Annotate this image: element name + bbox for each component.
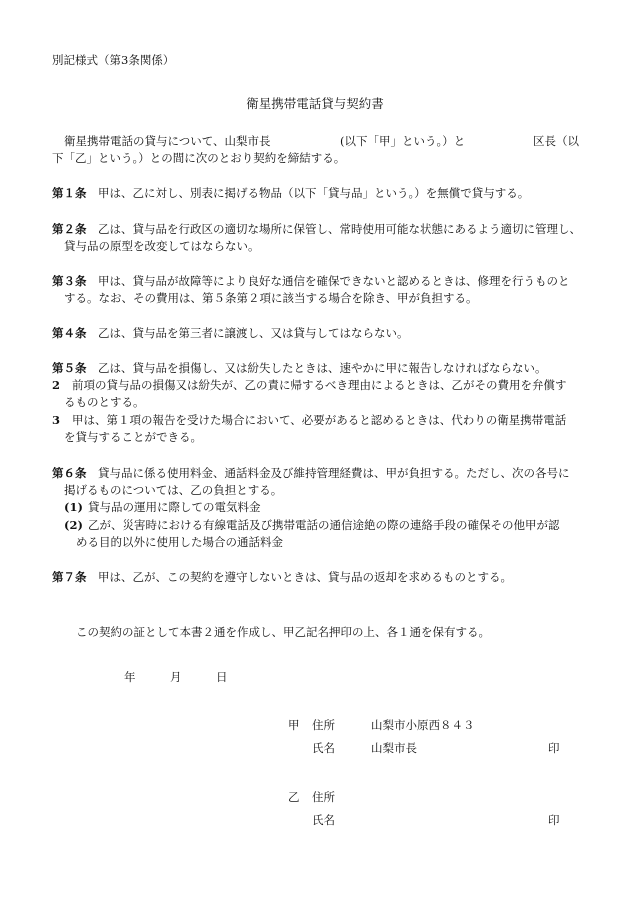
article-3-line-1: 甲は、貸与品が故障等により良好な通信を確保できないと認めるときは、修理を行うものと — [98, 274, 570, 288]
party-a-address-label: 住所 — [312, 718, 335, 732]
party-b-name-label: 氏名 — [312, 813, 335, 827]
closing-statement: この契約の証として本書２通を作成し、甲乙記名押印の上、各１通を保有する。 — [76, 625, 490, 639]
article-3-line-2: する。なお、その費用は、第５条第２項に該当する場合を除き、甲が負担する。 — [64, 291, 478, 305]
intro-line-1b: (以下「甲」という。）と — [340, 134, 466, 148]
form-label: 別記様式（第3条関係） — [52, 53, 175, 67]
article-5-para-3-number: 3 — [52, 413, 61, 427]
article-6-item-2-line-1: 乙が、災害時における有線電話及び携帯電話の通信途絶の際の連絡手段の確保その他甲が認 — [88, 518, 560, 532]
article-1-line-1: 甲は、乙に対し、別表に掲げる物品（以下「貸与品」という。）を無償で貸与する。 — [98, 186, 530, 200]
document-title: 衛星携帯電話貸与契約書 — [246, 96, 384, 111]
party-a-address: 山梨市小原西８４３ — [371, 718, 475, 732]
article-6-item-1-number: (1) — [64, 500, 83, 514]
article-6-number: 第６条 — [52, 466, 87, 480]
party-a-label: 甲 — [288, 718, 300, 732]
article-5-para-2-line-1: 前項の貸与品の損傷又は紛失が、乙の責に帰するべき理由によるときは、乙がその費用を弁償す — [72, 378, 567, 392]
intro-line-2: 下「乙」という。）との間に次のとおり契約を締結する。 — [52, 151, 346, 165]
article-5-line-1: 乙は、貸与品を損傷し、又は紛失したときは、速やかに甲に報告しなければならない。 — [98, 361, 547, 375]
date-month: 月 — [170, 670, 182, 684]
date-year: 年 — [124, 670, 136, 684]
article-5-number: 第５条 — [52, 361, 87, 375]
party-a-seal: 印 — [548, 741, 560, 755]
article-6-item-2-number: (2) — [64, 518, 83, 532]
intro-line-1a: 衛星携帯電話の貸与について、山梨市長 — [64, 134, 271, 148]
article-6-item-1-line-1: 貸与品の運用に際しての電気料金 — [88, 500, 261, 514]
party-a-name-label: 氏名 — [312, 741, 335, 755]
article-5-para-3-line-1: 甲は、第１項の報告を受けた場合において、必要があると認めるときは、代わりの衛星携帯電話 — [72, 413, 567, 427]
article-7-line-1: 甲は、乙が、この契約を遵守しないときは、貸与品の返却を求めるものとする。 — [98, 570, 512, 584]
article-6-line-1: 貸与品に係る使用料金、通話料金及び維持管理経費は、甲が負担する。ただし、次の各号に — [98, 466, 570, 480]
article-1-number: 第１条 — [52, 186, 87, 200]
article-6-line-2: 掲げるものについては、乙の負担とする。 — [64, 483, 283, 497]
article-4-number: 第４条 — [52, 326, 87, 340]
article-5-para-3-line-2: を貸与することができる。 — [64, 430, 202, 444]
party-b-address-label: 住所 — [312, 790, 335, 804]
article-7-number: 第７条 — [52, 570, 87, 584]
party-a-name: 山梨市長 — [371, 741, 417, 755]
article-5-para-2-number: 2 — [52, 378, 61, 392]
article-3-number: 第３条 — [52, 274, 87, 288]
article-2-line-1: 乙は、貸与品を行政区の適切な場所に保管し、常時使用可能な状態にあるよう適切に管理し、 — [98, 222, 581, 236]
article-5-para-2-line-2: るものとする。 — [64, 395, 145, 409]
article-2-number: 第２条 — [52, 222, 87, 236]
date-day: 日 — [216, 670, 228, 684]
article-2-line-2: 貸与品の原型を改変してはならない。 — [64, 239, 260, 253]
article-4-line-1: 乙は、貸与品を第三者に譲渡し、又は貸与してはならない。 — [98, 326, 409, 340]
intro-line-1c: 区長（以 — [533, 134, 579, 148]
party-b-seal: 印 — [548, 813, 560, 827]
party-b-label: 乙 — [288, 790, 300, 804]
article-6-item-2-line-2: める目的以外に使用した場合の通話料金 — [76, 535, 283, 549]
